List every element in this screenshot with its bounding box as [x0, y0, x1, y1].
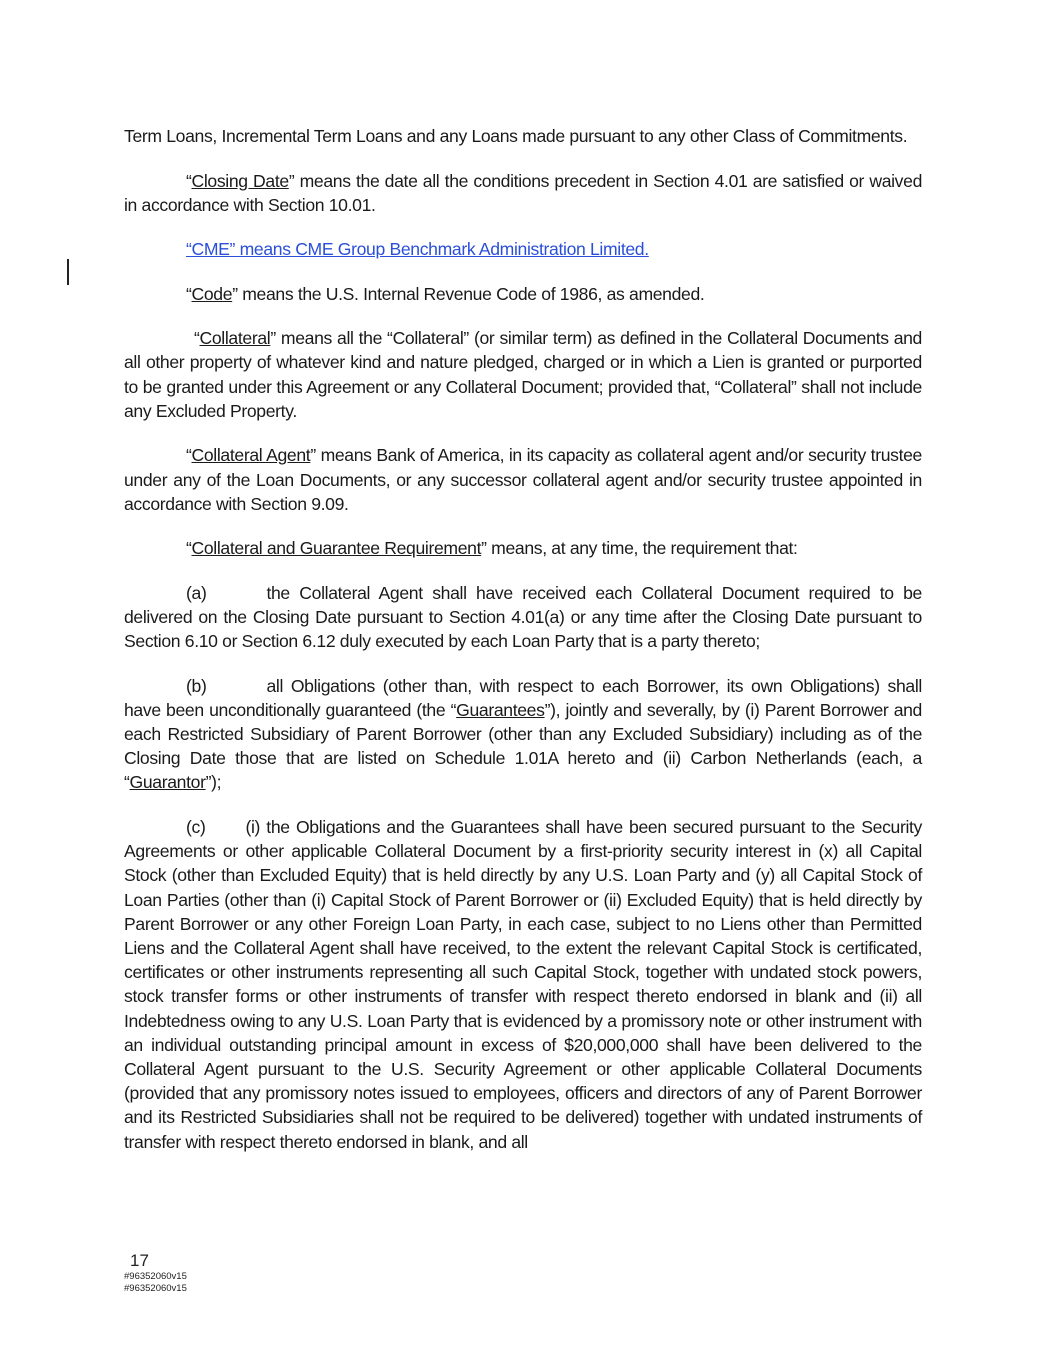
open-quote: “ — [186, 283, 192, 304]
clause-label: (c) — [186, 816, 206, 837]
defined-term: Collateral Agent — [191, 445, 311, 466]
document-id-secondary: #96352060v15 — [124, 1283, 187, 1294]
definition-text: ” means, at any time, the requirement that: — [481, 538, 798, 559]
definition-text: ” means all the “Collateral” (or similar term) as defined in the Collateral Documents and all other property of whatever kind and nature pledged, charged or in which a Lien is granted or purported to be granted under this Agreement or any Collateral Document; provided that, “Collateral” shall not include any Excluded Property. — [124, 328, 922, 421]
definition-collateral-agent — [124, 443, 922, 516]
page-footer — [124, 1251, 187, 1295]
open-quote: “ — [186, 170, 192, 191]
clause-text: ”), jointly and severally, by (i) Parent Borrower and each Restricted Subsidiary of Parent Borrower (other than any Excluded Subsidiary) including as of the Closing Date those that are listed on Schedule 1.01A hereto and (ii) Carbon Netherlands (each, a “ — [124, 699, 922, 793]
clause-b — [124, 674, 922, 795]
inserted-text: “CME” means CME Group Benchmark Administration Limited. — [186, 239, 649, 260]
paragraph-intro: Term Loans, Incremental Term Loans and any Loans made pursuant to any other Class of Commitments. — [124, 126, 908, 146]
document-id: #96352060v15 — [124, 1271, 187, 1282]
defined-term: Guarantees — [456, 699, 545, 720]
clause-label: (a) — [186, 582, 207, 603]
clause-a — [124, 581, 922, 654]
clause-label: (b) — [186, 675, 207, 696]
document-body — [124, 124, 922, 1174]
definition-cme-inserted — [124, 237, 922, 261]
definition-closing-date — [124, 169, 922, 217]
definition-collateral-guarantee-requirement — [124, 536, 922, 560]
clause-c — [124, 815, 922, 1154]
definition-text: ” means the U.S. Internal Revenue Code of 1986, as amended. — [232, 283, 705, 304]
definition-text: ” means the date all the conditions precedent in Section 4.01 are satisfied or waived in accordance with Section 10.01. — [124, 170, 923, 215]
definition-text: ” means Bank of America, in its capacity as collateral agent and/or security trustee under any of the Loan Documents, or any successor collateral agent and/or security trustee appointed in accordance with Section 9.09. — [124, 445, 922, 514]
defined-term: Code — [191, 283, 233, 304]
revision-change-bar — [67, 259, 69, 285]
defined-term: Guarantor — [129, 772, 206, 793]
definition-collateral — [124, 326, 922, 423]
defined-term: Collateral — [199, 328, 271, 349]
definition-code — [124, 282, 922, 306]
clause-text: ”); — [205, 772, 222, 793]
open-quote: “ — [186, 538, 192, 559]
clause-text: (i) the Obligations and the Guarantees shall have been secured pursuant to the Security Agreements or other applicable Collateral Document by a first-priority security interest in (x) all Capital Stock (other than Excluded Equity) that is held directly by any U.S. Loan Party and (y) all Capital Stock of Loan Parties (other than (i) Capital Stock of Parent Borrower or (ii) Excluded Equity) that is held directly by Parent Borrower or any other Foreign Loan Party, in each case, subject to no Liens other than Permitted Liens and the Collateral Agent shall have received, to the extent the relevant Capital Stock is certificated, certificates or other instruments representing all such Capital Stock, together with undated stock powers, stock transfer forms or other instruments of transfer with respect thereto endorsed in blank and (ii) all Indebtedness owing to any U.S. Loan Party that is evidenced by a promissory note or other instrument with an individual outstanding principal amount in excess of $20,000,000 shall have been delivered to the Collateral Agent pursuant to the U.S. Security Agreement or other applicable Collateral Documents (provided that any promissory notes issued to employees, officers and directors of any of Parent Borrower and its Restricted Subsidiaries shall not be required to be delivered) together with undated instruments of transfer with respect thereto endorsed in blank, and all — [124, 816, 922, 1152]
open-quote: “ — [194, 328, 200, 349]
open-quote: “ — [186, 445, 192, 466]
defined-term: Collateral and Guarantee Requirement — [191, 538, 482, 559]
clause-text: all Obligations (other than, with respect to each Borrower, its own Obligations) shall have been unconditionally guaranteed (the “ — [124, 675, 922, 720]
clause-text: the Collateral Agent shall have received each Collateral Document required to be delivered on the Closing Date pursuant to Section 4.01(a) or any time after the Closing Date pursuant to Section 6.10 or Section 6.12 duly executed by each Loan Party that is a party thereto; — [124, 582, 922, 652]
defined-term: Closing Date — [191, 170, 289, 191]
page-number: 17 — [130, 1251, 149, 1270]
